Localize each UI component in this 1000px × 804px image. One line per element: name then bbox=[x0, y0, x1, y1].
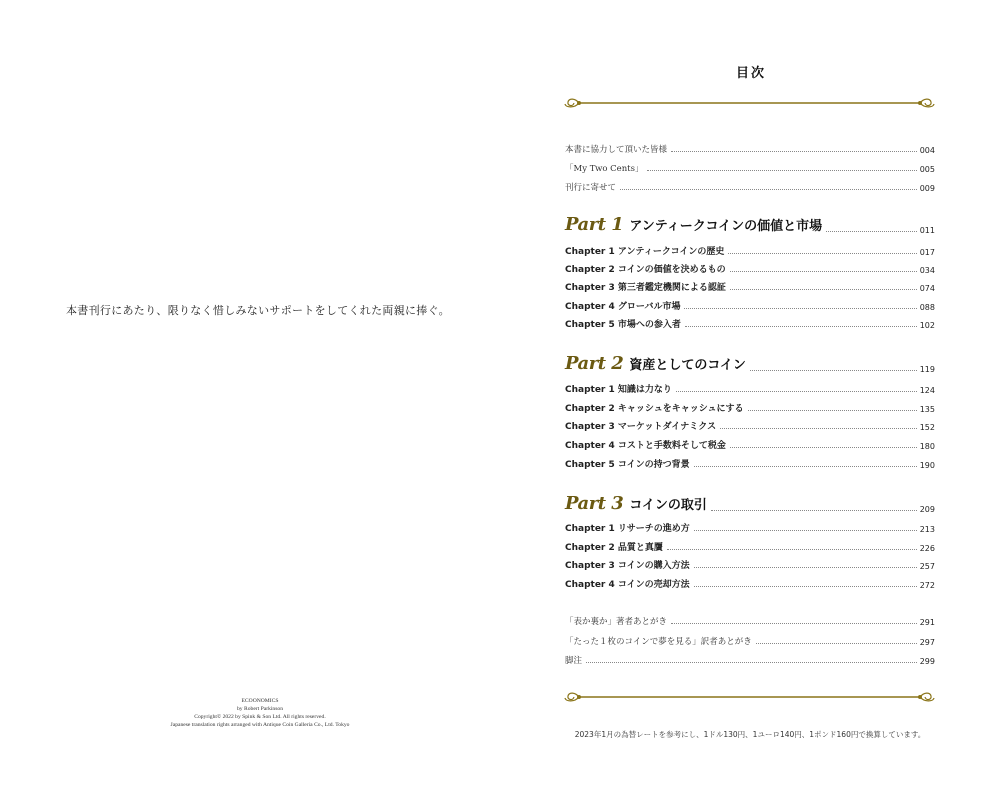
toc-chapter-label: Chapter 4 コインの売却方法 bbox=[565, 580, 690, 590]
colophon-line: by Robert Parkinson bbox=[237, 706, 283, 712]
toc-entry-label: 脚注 bbox=[565, 656, 583, 666]
toc-entry[interactable] bbox=[565, 633, 935, 647]
toc-page-number: 011 bbox=[919, 226, 935, 235]
toc-part-heading[interactable] bbox=[565, 494, 935, 514]
toc-chapter-label: Chapter 3 第三者鑑定機関による認証 bbox=[565, 283, 726, 293]
toc-page-number: 152 bbox=[919, 423, 935, 432]
right-page bbox=[500, 0, 1000, 804]
dot-leader bbox=[756, 643, 917, 644]
dedication-text: 本書刊行にあたり、限りなく惜しみないサポートをしてくれた両親に捧ぐ。 bbox=[66, 304, 450, 317]
toc-entry-label: 刊行に寄せて bbox=[565, 183, 617, 193]
dot-leader bbox=[728, 253, 916, 254]
toc-entry[interactable] bbox=[565, 160, 935, 174]
dot-leader bbox=[685, 326, 917, 327]
toc-chapter[interactable] bbox=[565, 243, 935, 257]
dot-leader bbox=[748, 410, 917, 411]
dot-leader bbox=[750, 370, 917, 371]
dot-leader bbox=[671, 623, 917, 624]
toc-chapter[interactable] bbox=[565, 261, 935, 275]
toc-chapter[interactable] bbox=[565, 400, 935, 414]
toc-entry[interactable] bbox=[565, 179, 935, 193]
dot-leader bbox=[671, 151, 917, 152]
toc-entry[interactable] bbox=[565, 141, 935, 155]
colophon-line: ECOONOMICS bbox=[241, 698, 279, 704]
toc-page-number: 213 bbox=[919, 525, 935, 534]
toc-chapter-label: Chapter 3 マーケットダイナミクス bbox=[565, 422, 717, 432]
toc-page-number: 005 bbox=[919, 165, 935, 174]
toc-chapter-label: Chapter 2 キャッシュをキャッシュにする bbox=[565, 404, 744, 414]
toc-chapter[interactable] bbox=[565, 381, 935, 395]
toc-chapter-label: Chapter 2 品質と真贋 bbox=[565, 543, 663, 553]
dot-leader bbox=[730, 447, 917, 448]
toc-chapter-label: Chapter 3 コインの購入方法 bbox=[565, 561, 690, 571]
dot-leader bbox=[720, 428, 917, 429]
toc-page-number: 088 bbox=[919, 303, 935, 312]
toc-chapter-label: Chapter 2 コインの価値を決めるもの bbox=[565, 265, 726, 275]
toc-chapter[interactable] bbox=[565, 576, 935, 590]
toc-page-number: 226 bbox=[919, 544, 935, 553]
toc-chapter-label: Chapter 5 市場への参入者 bbox=[565, 320, 681, 330]
toc-entry-label: 本書に協力して頂いた皆様 bbox=[565, 145, 668, 155]
dot-leader bbox=[647, 170, 916, 171]
toc-entry-label: 「たった１枚のコインで夢を見る」訳者あとがき bbox=[565, 637, 752, 647]
dot-leader bbox=[826, 231, 917, 232]
toc-chapter[interactable] bbox=[565, 520, 935, 534]
dot-leader bbox=[684, 308, 916, 309]
part-title: 資産としてのコイン bbox=[629, 358, 746, 373]
dot-leader bbox=[620, 189, 917, 190]
toc-chapter-label: Chapter 1 アンティークコインの歴史 bbox=[565, 247, 725, 257]
dot-leader bbox=[730, 271, 917, 272]
toc-page-number: 209 bbox=[919, 505, 935, 514]
part-title: アンティークコインの価値と市場 bbox=[629, 219, 823, 234]
toc-chapter[interactable] bbox=[565, 298, 935, 312]
toc-page-number: 257 bbox=[919, 562, 935, 571]
dot-leader bbox=[694, 530, 917, 531]
toc-chapter[interactable] bbox=[565, 418, 935, 432]
toc-page-number: 135 bbox=[919, 405, 935, 414]
part-title: コインの取引 bbox=[629, 498, 707, 513]
dot-leader bbox=[694, 567, 917, 568]
toc-page-number: 299 bbox=[919, 657, 935, 666]
part-number: Part 3 bbox=[565, 493, 624, 514]
toc-chapter[interactable] bbox=[565, 539, 935, 553]
toc-chapter-label: Chapter 1 知識は力なり bbox=[565, 385, 672, 395]
toc-part-heading[interactable] bbox=[565, 215, 935, 235]
toc-page-number: 119 bbox=[919, 365, 935, 374]
toc-page-number: 124 bbox=[919, 386, 935, 395]
toc-page-number: 017 bbox=[919, 248, 935, 257]
toc-chapter[interactable] bbox=[565, 456, 935, 470]
toc-chapter[interactable] bbox=[565, 316, 935, 330]
toc-entry-label: 「My Two Cents」 bbox=[565, 164, 644, 174]
toc-page-number: 004 bbox=[919, 146, 935, 155]
toc-title: 目次 bbox=[736, 66, 767, 81]
toc-chapter-label: Chapter 4 コストと手数料そして税金 bbox=[565, 441, 726, 451]
toc-chapter-label: Chapter 5 コインの持つ背景 bbox=[565, 460, 690, 470]
toc-entry-label: 「表か裏か」著者あとがき bbox=[565, 617, 668, 627]
dot-leader bbox=[730, 289, 917, 290]
toc-page-number: 190 bbox=[919, 461, 935, 470]
part-number: Part 1 bbox=[565, 214, 624, 235]
toc-chapter[interactable] bbox=[565, 437, 935, 451]
dot-leader bbox=[667, 549, 917, 550]
toc-entry[interactable] bbox=[565, 652, 935, 666]
dot-leader bbox=[586, 662, 917, 663]
toc-entry[interactable] bbox=[565, 613, 935, 627]
colophon bbox=[100, 697, 420, 729]
dot-leader bbox=[711, 510, 917, 511]
dot-leader bbox=[694, 466, 917, 467]
dot-leader bbox=[676, 391, 917, 392]
toc-chapter-label: Chapter 1 リサーチの進め方 bbox=[565, 524, 690, 534]
toc-part-heading[interactable] bbox=[565, 354, 935, 374]
toc-page-number: 272 bbox=[919, 581, 935, 590]
dot-leader bbox=[694, 586, 917, 587]
toc-chapter[interactable] bbox=[565, 279, 935, 293]
colophon-line: Japanese translation rights arranged with Antique Coin Galleria Co., Ltd. Tokyo bbox=[170, 722, 350, 728]
toc-page-number: 034 bbox=[919, 266, 935, 275]
toc-page-number: 291 bbox=[919, 618, 935, 627]
exchange-rate-note: 2023年1月の為替レートを参考にし、1ドル130円、1ユーロ140円、1ポンド160円で換算しています。 bbox=[574, 730, 926, 739]
ornament-divider-bottom bbox=[563, 690, 936, 704]
toc-page-number: 297 bbox=[919, 638, 935, 647]
toc-chapter-label: Chapter 4 グローバル市場 bbox=[565, 302, 681, 312]
toc-page-number: 180 bbox=[919, 442, 935, 451]
toc-chapter[interactable] bbox=[565, 557, 935, 571]
toc-page-number: 102 bbox=[919, 321, 935, 330]
colophon-line: Copyright© 2022 by Spink & Son Ltd. All rights reserved. bbox=[194, 714, 326, 720]
toc-page-number: 074 bbox=[919, 284, 935, 293]
part-number: Part 2 bbox=[565, 353, 624, 374]
ornament-divider-top bbox=[563, 96, 936, 110]
toc-page-number: 009 bbox=[919, 184, 935, 193]
